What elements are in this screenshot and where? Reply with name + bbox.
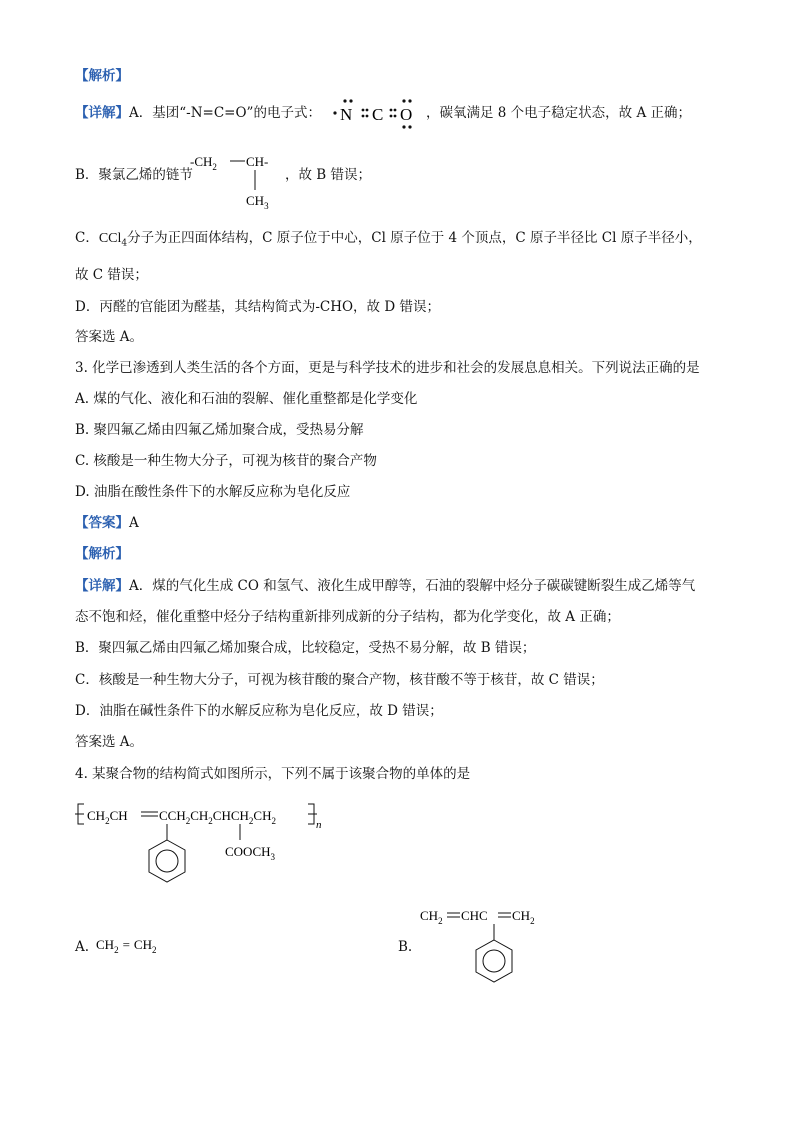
detail-a-post: ，碳氧满足 8 个电子稳定状态，故 A 正确； [426,105,692,121]
pvc-branch: $CH_3$ [246,193,269,210]
pvc-unit-diagram [188,150,284,210]
svg-text:CH2=CH2: $CH_2 = CH_2$ [96,937,157,955]
atom-n: N [340,105,353,124]
pvc-left: $-CH_2$ [190,154,217,172]
polymer-n: n [316,819,322,831]
polymer-seg2: $CCH_2CH_2CHCH_2CH_2$ [159,808,276,826]
pvc-right: CH- [246,154,269,169]
svg-text:CHC: CHC [461,908,488,923]
q3-answer-end: 答案选 A。 [75,734,144,750]
detail-line-d: D．丙醛的官能团为醛基，其结构简式为-CHO，故 D 错误； [75,299,440,315]
q3-option-a: A. 煤的气化、液化和石油的裂解、催化重整都是化学变化 [75,391,418,407]
q3-jiexi: 【解析】 [75,546,129,562]
polymer-seg1: $CH_2CH$ [87,808,128,826]
polymer-ester: $COOCH_3$ [225,844,276,862]
q3-option-b: B. 聚四氟乙烯由四氟乙烯加聚合成，受热易分解 [75,422,364,438]
atom-c: C [372,105,384,124]
detail-b-pre: B．聚氯乙烯的链节 [75,167,193,183]
q4-option-b-label: B. [398,939,413,955]
option-b-chain: $CH_2$ [420,908,443,926]
electron-formula-diagram [332,97,426,131]
q3-detail-3: B．聚四氟乙烯由四氟乙烯加聚合成，比较稳定，受热不易分解，故 B 错误； [75,640,536,656]
q3-option-d: D. 油脂在酸性条件下的水解反应称为皂化反应 [75,484,351,500]
detail-c-cont: 故 C 错误； [75,267,148,283]
q4-option-a-formula [94,934,174,956]
q3-detail-5: D．油脂在碱性条件下的水解反应称为皂化反应，故 D 错误； [75,703,443,719]
detail-line-a [75,104,321,122]
polymer-structure-diagram [72,796,342,892]
q3-option-c: C. 核酸是一种生物大分子，可视为核苷的聚合产物 [75,453,377,469]
q4-stem: 4. 某聚合物的结构简式如图所示，下列不属于该聚合物的单体的是 [75,766,471,782]
q3-detail-4: C．核酸是一种生物大分子，可视为核苷酸的聚合产物，核苷酸不等于核苷，故 C 错误； [75,672,604,688]
detail-tag: 【详解】 [75,105,129,121]
svg-text:CH2: $CH_2$ [512,908,535,926]
detail-a-pre: A．基团“-N=C=O”的电子式： [129,105,321,121]
jiexi-heading: 【解析】 [75,68,129,84]
q3-detail-1: 【详解】A．煤的气化生成 CO 和氢气、液化生成甲醇等，石油的裂解中烃分子碳碳键断裂生成乙烯等气 [75,578,696,594]
atom-o: O [400,105,413,124]
answer-line: 答案选 A。 [75,329,144,345]
ccl4-formula: CCl [98,231,122,246]
q3-answer: 【答案】A [75,515,139,531]
q3-detail-2: 态不饱和烃，催化重整中烃分子结构重新排列成新的分子结构，都为化学变化，故 A 正确； [75,609,620,625]
detail-b-post: ，故 B 错误； [285,167,372,183]
detail-line-c: C．CCl$_4$分子为正四面体结构，C 原子位于中心，Cl 原子位于 4 个顶点，C 原子半径比 Cl 原子半径小， [75,230,702,249]
q4-option-b-structure [418,900,558,992]
q3-stem: 3. 化学已渗透到人类生活的各个方面，更是与科学技术的进步和社会的发展息息相关。下列说法正确的是 [75,360,700,376]
q4-option-a-label: A. [75,939,90,955]
